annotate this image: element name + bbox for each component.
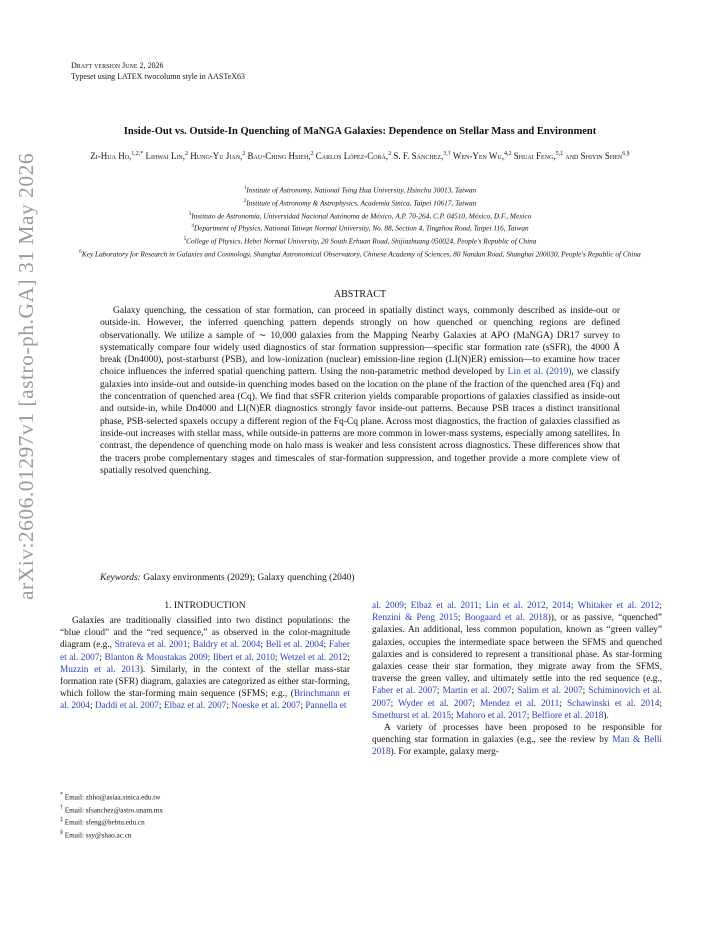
citation-link[interactable]: Bell et al. 2004 — [265, 640, 324, 651]
citation-link[interactable]: Ilbert et al. 2010 — [212, 652, 275, 663]
body-text: , — [545, 601, 553, 611]
footnote — [60, 790, 350, 803]
body-text: Galaxies are traditionally classified into two distinct populations: the “blue cloud” and the “red sequence,” as observed in the color-magnitude diagram (e.g., — [60, 616, 350, 651]
author-affiliation-marker[interactable]: 2 — [310, 151, 314, 157]
body-text: ; — [472, 698, 481, 709]
body-text: ; — [436, 686, 443, 697]
body-text: ; — [390, 698, 399, 709]
author-list — [60, 149, 660, 163]
citation-link[interactable]: Martin et al. 2007 — [442, 686, 512, 697]
author-affiliation-marker[interactable]: 5,‡ — [555, 151, 564, 157]
body-text: ; — [260, 640, 266, 651]
author-name: Carlos López-Cobá, — [315, 151, 389, 161]
affiliation-text: Institute of Astronomy, National Tsing Hua University, Hsinchu 30013, Taiwan — [246, 185, 477, 195]
intro-paragraph-continued — [372, 600, 662, 722]
body-text: ; — [207, 652, 213, 663]
affiliation-marker: 4 — [191, 223, 194, 230]
author-name: Bau-Ching Hsieh, — [247, 151, 311, 161]
body-text: )), or as passive, “quenched” galaxies. An additional, less common population, known as “green valley” galaxies, occupies the intermediate space between the SFMS and quenched galaxies and is considered to represent a transitional phase. As star-forming galaxies cease their star formation, they migrate away from the SFMS, traverse the green valley, and ultimately settle into the red sequence (e.g., — [372, 613, 662, 685]
body-text: ; — [570, 601, 578, 611]
affiliation-marker: 2 — [243, 197, 247, 204]
citation-link[interactable]: Lin et al. (2019) — [507, 367, 572, 378]
author-affiliation-marker[interactable]: 4,2 — [504, 151, 512, 157]
citation-link[interactable]: 2014 — [552, 601, 571, 611]
footnote-email[interactable]: Email: ssy@shao.ac.cn — [64, 831, 132, 840]
citation-link[interactable]: Faber et al. 2007 — [372, 686, 437, 697]
author-affiliation-marker[interactable]: 2 — [242, 151, 246, 157]
footnote-symbol: § — [60, 830, 63, 837]
body-text: ). Similarly, in the context of the stellar mass-star formation rate (SFR) diagram, galaxies are categorized as either star-forming, which follow the star-forming main sequence (SFMS; e.g., ( — [60, 664, 350, 700]
author-name: Hung-Yu Jian, — [190, 151, 243, 161]
footnote — [60, 803, 350, 816]
paper-title: Inside-Out vs. Outside-In Quenching of MaNGA Galaxies: Dependence on Stellar Mass and Environment — [123, 126, 597, 137]
author-name: S. F. Sánchez, — [393, 151, 444, 161]
citation-link[interactable]: Mahoro et al. 2017 — [455, 710, 527, 721]
keywords-text: Galaxy environments (2029); Galaxy quenching (2040) — [140, 573, 355, 583]
footnote-email[interactable]: Email: sfeng@hebtu.edu.cn — [64, 818, 145, 827]
citation-link[interactable]: Faber et al. 2007 — [60, 640, 350, 663]
body-text: ; — [274, 652, 280, 663]
affiliation-text: College of Physics, Hebei Normal University, 20 South Erhuan Road, Shijiazhuang 050024, People's Republic of China — [186, 236, 537, 246]
affiliation — [60, 247, 660, 260]
citation-link[interactable]: Boogaard et al. 2018 — [464, 613, 548, 624]
affiliation — [60, 234, 660, 247]
affiliation — [60, 183, 660, 196]
affiliation — [60, 196, 660, 209]
citation-link[interactable]: Wyder et al. 2007 — [398, 698, 473, 709]
author-affiliation-marker[interactable]: 2 — [388, 151, 392, 157]
body-text: ; — [158, 701, 164, 712]
author-affiliation-marker[interactable]: 6,§ — [622, 151, 630, 157]
affiliation — [60, 221, 660, 234]
affiliation-text: Instituto de Astronomía, Universidad Nacional Autónoma de México, A.P. 70-264, C.P. 04510, México, D.F., Mexico — [191, 211, 532, 221]
body-text: ). — [603, 710, 609, 721]
body-text: ; — [511, 686, 518, 697]
citation-link[interactable]: Man & Belli 2018 — [372, 735, 662, 758]
body-text: ; — [526, 710, 532, 721]
citation-link[interactable]: Renzini & Peng 2015 — [372, 613, 458, 624]
keywords — [100, 573, 620, 583]
author-affiliation-marker[interactable]: 3,† — [443, 151, 451, 157]
citation-link[interactable]: Mendez et al. 2011 — [480, 698, 560, 709]
body-text: ; — [89, 701, 95, 712]
citation-link[interactable]: Muzzin et al. 2013 — [60, 664, 140, 675]
body-text: ; — [323, 640, 329, 651]
footnote-email[interactable]: Email: zhho@asiaa.sinica.edu.tw — [64, 793, 161, 802]
citation-link[interactable]: Schawinski et al. 2014 — [566, 698, 660, 709]
body-text: ; — [478, 601, 486, 611]
citation-link[interactable]: Smethurst et al. 2015 — [372, 710, 452, 721]
author-name: Zi-Hua Ho, — [90, 151, 132, 161]
author-name: Shuai Feng, — [513, 151, 556, 161]
author-affiliation-marker[interactable]: 1,2,* — [131, 151, 144, 157]
body-text: ; — [99, 652, 105, 663]
citation-link[interactable]: Blanton & Moustakas 2009 — [104, 652, 208, 663]
arxiv-identifier[interactable]: arXiv:2606.01297v1 [astro-ph.GA] 31 May 2026 — [14, 152, 38, 600]
footnote-symbol: * — [60, 792, 63, 798]
affiliation-list — [60, 183, 660, 260]
abstract-heading: ABSTRACT — [333, 289, 387, 300]
affiliation-marker: 1 — [243, 185, 247, 191]
affiliation-marker: 5 — [183, 236, 187, 243]
citation-link[interactable]: Salim et al. 2007 — [517, 686, 583, 697]
affiliation — [60, 209, 660, 222]
affiliation-text: Department of Physics, National Taiwan Normal University, No. 88, Section 4, Tingzhou Road, Taipei 116, Taiwan — [193, 223, 529, 233]
body-text: ; — [403, 601, 411, 611]
footnotes — [60, 790, 350, 841]
citation-link[interactable]: Strateva et al. 2001 — [114, 640, 188, 651]
body-text: A variety of processes have been proposed to be responsible for quenching star formation in galaxies (e.g., see the review by — [372, 723, 662, 746]
footnote-symbol: ‡ — [60, 817, 63, 824]
body-text: ; — [226, 701, 232, 712]
footnote-symbol: † — [60, 804, 63, 811]
citation-link[interactable]: Schiminovich et al. 2007 — [372, 686, 662, 709]
intro-paragraph-2 — [372, 722, 662, 759]
citation-link[interactable]: Belfiore et al. 2018 — [531, 710, 604, 721]
abstract-part-2: , we classify galaxies into inside-out and outside-in quenching modes based on the location on the plane of the fraction of the quenched area (Fq) and the concentration of quenched area (Cq). We find that sSFR criterion yields comparable proportions of galaxies classified as inside-out and outside-in, while Dn4000 and LI(N)ER diagnostics strongly favor inside-out patterns. Because PSB traces a distinct transitional phase, PSB-selected spaxels occupy a different region of the Fq-Cq plane. Across most diagnostics, the fraction of galaxies classified as inside-out increases with stellar mass, while outside-in patterns are more common in lower-mass systems, especially among satellites. In contrast, the dependence of quenching mode on halo mass is weaker and less consistent across diagnostics. These differences show that the tracers probe complementary stages and timescales of star-formation suppression, and together provide a more complete view of spatially resolved quenching. — [100, 367, 620, 476]
abstract-text — [100, 305, 620, 477]
body-text: ; — [582, 686, 589, 697]
citation-link[interactable]: Daddi et al. 2007 — [94, 701, 159, 712]
author-name: and Shiyin Shen — [565, 151, 623, 161]
citation-link[interactable]: Wetzel et al. 2012 — [279, 652, 348, 663]
body-text: ; — [659, 698, 662, 709]
body-text: ; — [300, 701, 306, 712]
affiliation-text: Institute of Astronomy & Astrophysics, Academia Sinica, Taipei 10617, Taiwan — [246, 198, 477, 208]
body-text: ; — [347, 652, 350, 663]
footnote — [60, 828, 350, 841]
body-text: ; — [559, 698, 567, 709]
abstract-part-1: Galaxy quenching, the cessation of star formation, can proceed in spatially distinct ways, commonly described as inside-out or outside-in. However, the inferred quenching pattern depends strongly on how quenched or quenching regions are defined observationally. We utilize a sample of ∼ 10,000 galaxies from the Mapping Nearby Galaxies at APO (MaNGA) DR17 survey to systematically compare four widely used diagnostics of star formation suppression—specific star formation rate (sSFR), the 4000 Å break (Dn4000), post-starburst (PSB), and low-ionization (nuclear) emission-line region (LI(N)ER) emission—to examine how tracer choice influences the inferred spatial quenching pattern. Using the non-parametric method developed by — [100, 306, 620, 378]
keywords-label: Keywords: — [100, 573, 141, 583]
header-meta — [71, 61, 245, 82]
body-text: ; — [451, 710, 456, 721]
typeset-note: Typeset using LATEX twocolumn style in AASTeX63 — [71, 71, 245, 81]
citation-link[interactable]: Elbaz et al. 2011 — [410, 601, 479, 611]
author-name: Wen-Yen Wu, — [452, 151, 505, 161]
citation-link[interactable]: al. 2009 — [372, 601, 404, 611]
citation-link[interactable]: Elbaz et al. 2007 — [163, 701, 227, 712]
body-text: ; — [659, 601, 662, 611]
author-name: Lihwai Lin, — [145, 151, 186, 161]
author-affiliation-marker[interactable]: 2 — [185, 151, 189, 157]
affiliation-marker: 6 — [79, 249, 82, 256]
citation-link[interactable]: Baldry et al. 2004 — [192, 640, 261, 651]
citation-link[interactable]: Whitaker et al. 2012 — [577, 601, 660, 611]
footnote — [60, 815, 350, 828]
affiliation-marker: 3 — [188, 210, 192, 217]
body-text: ; — [187, 640, 193, 651]
body-text: ; — [457, 613, 465, 624]
affiliation-text: Key Laboratory for Research in Galaxies and Cosmology, Shanghai Astronomical Observatory, Chinese Academy of Sciences, 80 Nandan Road, Shanghai 200030, People's Republic of China — [81, 249, 641, 259]
citation-link[interactable]: Brinchmann et al. 2004 — [60, 689, 351, 712]
citation-link[interactable]: Pannella et — [305, 701, 347, 712]
body-text: ). For example, galaxy merg- — [390, 747, 499, 758]
footnote-email[interactable]: Email: sfsanchez@astro.unam.mx — [64, 806, 164, 815]
section-heading-introduction: 1. INTRODUCTION — [164, 601, 246, 611]
draft-version: Draft version June 2, 2026 — [71, 61, 164, 70]
intro-left-column — [60, 615, 350, 713]
citation-link[interactable]: Lin et al. 2012 — [485, 601, 546, 611]
citation-link[interactable]: Noeske et al. 2007 — [231, 701, 301, 712]
intro-right-column — [372, 600, 662, 759]
